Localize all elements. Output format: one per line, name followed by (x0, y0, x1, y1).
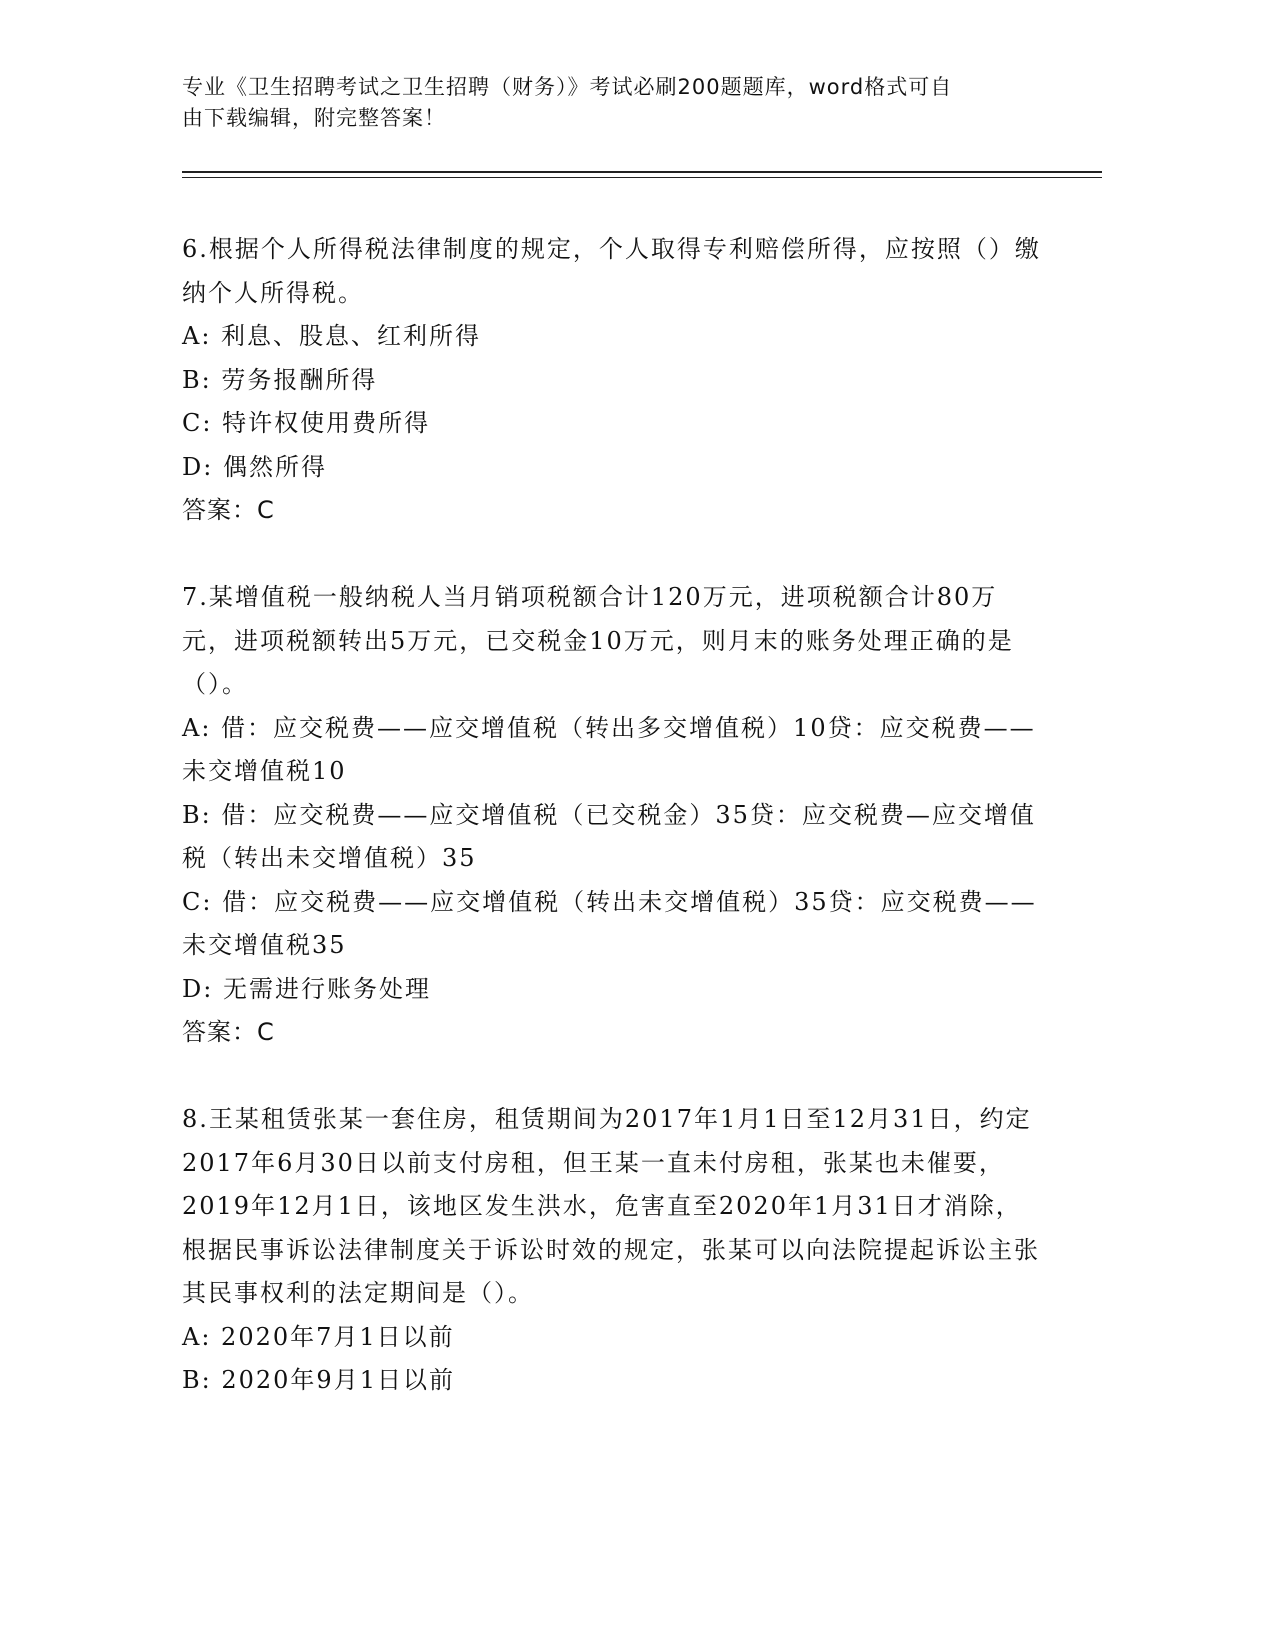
option-d: D: 无需进行账务处理 (182, 974, 431, 1003)
option-c: C: 特许权使用费所得 (182, 409, 431, 437)
question-6 (182, 228, 1042, 533)
option-b: B: 劳务报酬所得 (182, 365, 378, 394)
question-8 (182, 1098, 1042, 1403)
header-rule-thick (182, 171, 1102, 173)
option-a: A: 借：应交税费——应交增值税（转出多交增值税）10贷：应交税费——未交增值税10 (182, 713, 1036, 785)
question-stem: 6.根据个人所得税法律制度的规定，个人取得专利赔偿所得，应按照（）缴纳个人所得税。 (182, 235, 1041, 307)
question-stem: 8.王某租赁张某一套住房，租赁期间为2017年1月1日至12月31日，约定2017年6月30日以前支付房租，但王某一直未付房租，张某也未催要，2019年12月1日，该地区发生洪水，危害直至2020年1月31日才消除，根据民事诉讼法律制度关于诉讼时效的规定，张某可以向法院提起诉讼主张其民事权利的法定期间是（）。 (182, 1105, 1040, 1307)
option-a: A: 2020年7月1日以前 (182, 1322, 455, 1351)
option-a: A: 利息、股息、红利所得 (182, 322, 482, 350)
header-line-2: 由下载编辑，附完整答案！ (182, 106, 446, 130)
header-line-1: 专业《卫生招聘考试之卫生招聘（财务）》考试必刷200题题库，word格式可自 (182, 75, 953, 99)
question-7 (182, 576, 1042, 1055)
question-stem: 7.某增值税一般纳税人当月销项税额合计120万元，进项税额合计80万元，进项税额转出5万元，已交税金10万元，则月末的账务处理正确的是（）。 (182, 583, 1014, 698)
header-rule-thin (182, 177, 1102, 178)
question-list (182, 228, 1042, 1403)
document-header (182, 72, 1042, 134)
option-d: D: 偶然所得 (182, 452, 327, 481)
option-b: B: 2020年9月1日以前 (182, 1366, 455, 1394)
option-c: C: 借：应交税费——应交增值税（转出未交增值税）35贷：应交税费——未交增值税35 (182, 887, 1037, 959)
answer: 答案：C (182, 1018, 275, 1046)
answer: 答案：C (182, 496, 275, 524)
option-b: B: 借：应交税费——应交增值税（已交税金）35贷：应交税费—应交增值税（转出未交增值税）35 (182, 800, 1036, 872)
